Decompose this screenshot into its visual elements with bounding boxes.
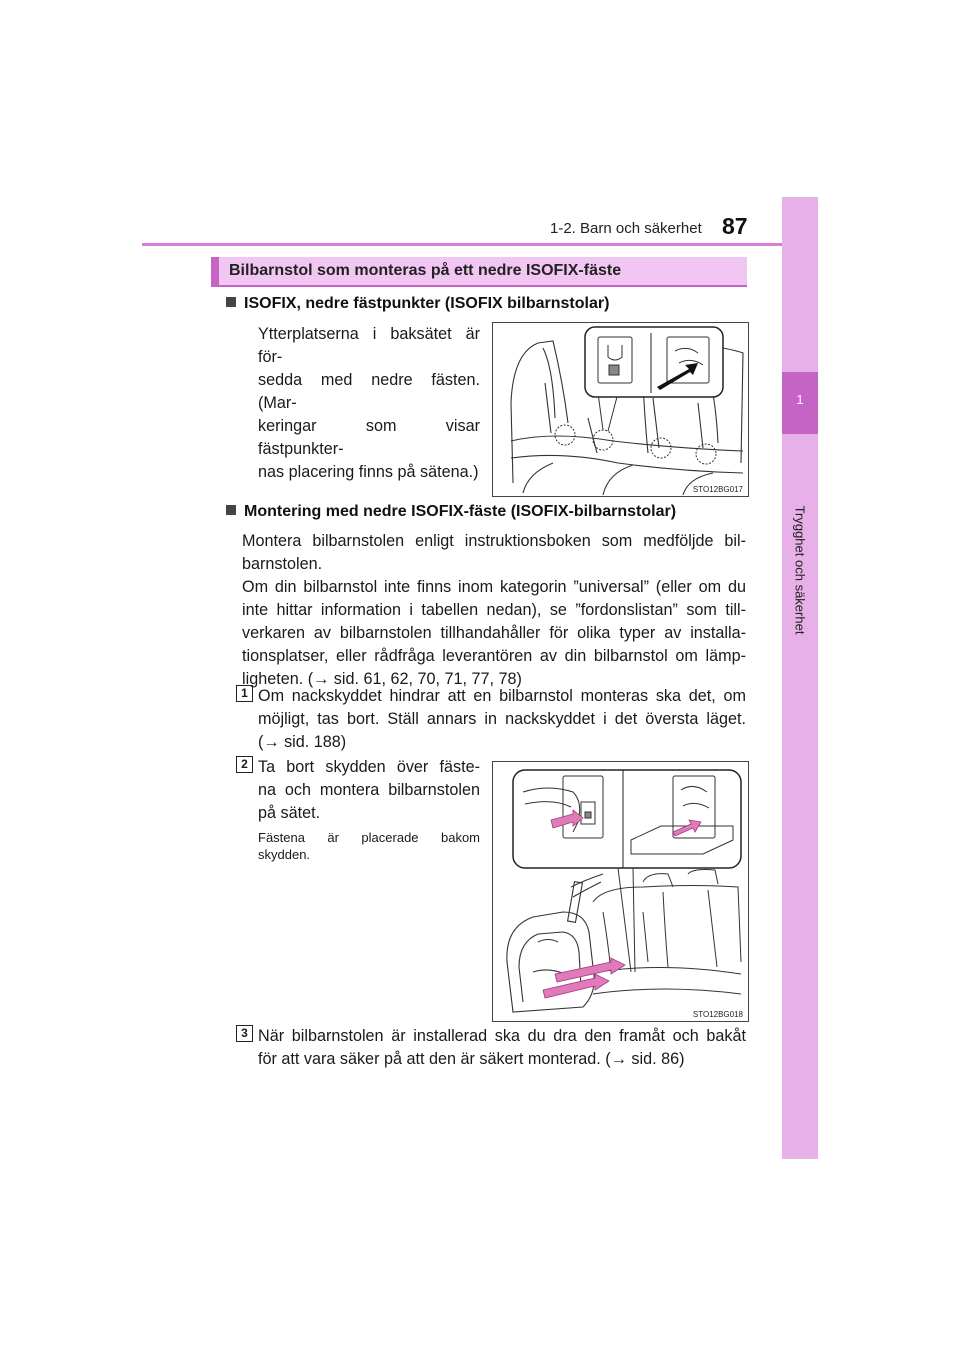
text-line: ligheten. (→ sid. 61, 62, 70, 71, 77, 78) [242,670,522,688]
seat-anchors-illustration [493,323,748,496]
step-1-text [258,685,746,754]
step-2-note [258,829,480,863]
chapter-label: Trygghet och säkerhet [792,505,808,635]
note-line: Fästena är placerade bakom [258,830,480,845]
subheading-mounting [226,503,676,521]
banner-title: Bilbarnstol som monteras på ett nedre ISOFIX-fäste [229,262,622,279]
chapter-tab [782,197,818,1159]
mounting-description [242,530,746,691]
note-line: skydden. [258,847,311,862]
square-bullet-icon [226,297,236,307]
figure-code: STO12BG018 [692,1010,743,1019]
header-rule [142,243,818,246]
text-line: När bilbarnstolen är installerad ska du dra den framåt och bakåt [258,1027,746,1045]
banner-rule [211,285,747,287]
text-line: Ytterplatserna i baksätet är för- [258,325,480,366]
step-3-text [258,1025,746,1071]
text-line: möjligt, tas bort. Ställ annars in nackskyddet i det översta läget. [258,710,746,728]
step-number-1: 1 [236,685,253,702]
subheading-isofix [226,295,609,313]
text-line: inte hittar information i tabellen nedan), se ”fordonslistan” som till- [242,601,746,619]
chapter-number: 1 [796,392,804,407]
text-line: Om din bilbarnstol inte finns inom kategorin ”universal” (eller om du [242,578,746,596]
text-line: (→ sid. 188) [258,733,347,751]
square-bullet-icon [226,505,236,515]
text-line: för att vara säker på att den är säkert monterad. (→ sid. 86) [258,1050,685,1068]
text-line: Ta bort skydden över fäste- [258,758,480,776]
figure-code: STO12BG017 [692,485,743,494]
figure-mounting-seat [492,761,749,1022]
subheading-text: ISOFIX, nedre fästpunkter (ISOFIX bilbarnstolar) [244,295,610,312]
section-title: 1-2. Barn och säkerhet [550,220,702,237]
section-banner [211,257,747,285]
text-line: verkaren av bilbarnstolen tillhandahåller för olika typer av installa- [242,624,746,642]
child-seat-mounting-illustration [493,762,748,1021]
text-line: barnstolen. [242,555,323,573]
page-number: 87 [722,213,748,239]
subheading-text: Montering med nedre ISOFIX-fäste (ISOFIX-bilbarnstolar) [244,503,677,520]
text-line: na och montera bilbarnstolen [258,781,480,799]
text-line: Montera bilbarnstolen enligt instruktionsboken som medföljde bil- [242,532,746,550]
text-line: Om nackskyddet hindrar att en bilbarnstol monteras ska det, om [258,687,746,705]
step-number-2: 2 [236,756,253,773]
text-line: keringar som visar fästpunkter- [258,417,480,458]
figure-isofix-anchors [492,322,749,497]
step-number-3: 3 [236,1025,253,1042]
step-2-text [258,756,480,825]
text-line: sedda med nedre fästen. (Mar- [258,371,480,412]
text-line: på sätet. [258,804,321,822]
text-line: tionsplatser, eller rådfråga leverantören av din bilbarnstol om lämp- [242,647,746,665]
isofix-description [258,323,480,484]
text-line: nas placering finns på sätena.) [258,463,479,481]
